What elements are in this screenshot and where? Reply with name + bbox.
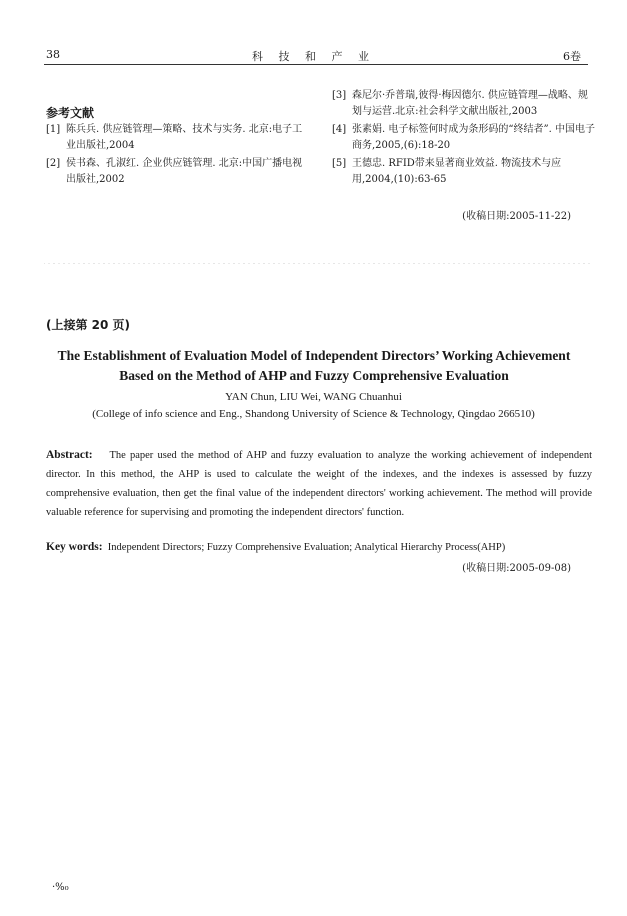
continued-note: (上接第 20 页)	[46, 318, 131, 332]
references-heading: 参考文献	[46, 106, 95, 120]
abstract-text: The paper used the method of AHP and fuzzy evaluation to analyze the working achievement of independent director. In this method, the AHP is used to calculate the weight of the indexes, and the indexes is assessed by fuzzy comprehensive evaluation, then get the final value of the independent directors' working achievement. The method will provide valuable reference for supervising and promoting the independent directors' function.	[46, 450, 593, 518]
reference-item	[46, 122, 311, 153]
header-rule	[44, 64, 588, 65]
title-line: Based on the Method of AHP and Fuzzy Comprehensive Evaluation	[119, 368, 509, 383]
reference-number: [2]	[46, 158, 61, 169]
journal-name: 科 技 和 产 业	[252, 50, 375, 63]
reference-text: 侯书森、孔淑红. 企业供应链管理. 北京:中国广播电视出版社,2002	[66, 158, 303, 185]
affiliation: (College of info science and Eng., Shandong University of Science & Technology, Qingdao 266510)	[92, 408, 535, 420]
reference-item	[332, 156, 597, 187]
reference-item	[332, 88, 597, 119]
received-date: (收稿日期:2005-11-22)	[462, 211, 571, 222]
volume-label: 6卷	[563, 50, 581, 63]
reference-text: 张素娟. 电子标签何时成为条形码的“终结者”. 中国电子商务,2005,(6):18-20	[352, 124, 595, 151]
reference-number: [5]	[332, 158, 347, 169]
reference-number: [4]	[332, 124, 347, 135]
keywords	[46, 541, 592, 553]
keywords-label: Key words:	[46, 541, 103, 553]
footer-mark: ·%₀	[52, 882, 69, 893]
reference-text: 王德忠. RFID带来显著商业效益. 物流技术与应用,2004,(10):63-65	[352, 158, 562, 185]
page-number: 38	[46, 48, 60, 61]
article-title	[40, 346, 588, 386]
reference-number: [1]	[46, 124, 61, 135]
abstract	[46, 446, 592, 522]
decorative-divider	[44, 256, 590, 264]
reference-text: 森尼尔·乔普瑞,彼得·梅因德尔. 供应链管理—战略、规划与运营.北京:社会科学文献出版社,2003	[352, 90, 588, 117]
keywords-text: Independent Directors; Fuzzy Comprehensive Evaluation; Analytical Hierarchy Process(AHP)	[107, 542, 506, 553]
reference-text: 陈兵兵. 供应链管理—策略、技术与实务. 北京:电子工业出版社,2004	[66, 124, 303, 151]
reference-item	[332, 122, 597, 153]
title-line: The Establishment of Evaluation Model of Independent Directors’ Working Achievement	[57, 348, 571, 363]
reference-number: [3]	[332, 90, 347, 101]
authors: YAN Chun, LIU Wei, WANG Chuanhui	[225, 391, 402, 403]
zigzag-divider-icon	[44, 263, 590, 264]
abstract-label: Abstract:	[46, 449, 93, 461]
reference-item	[46, 156, 311, 187]
received-date: (收稿日期:2005-09-08)	[462, 563, 571, 574]
